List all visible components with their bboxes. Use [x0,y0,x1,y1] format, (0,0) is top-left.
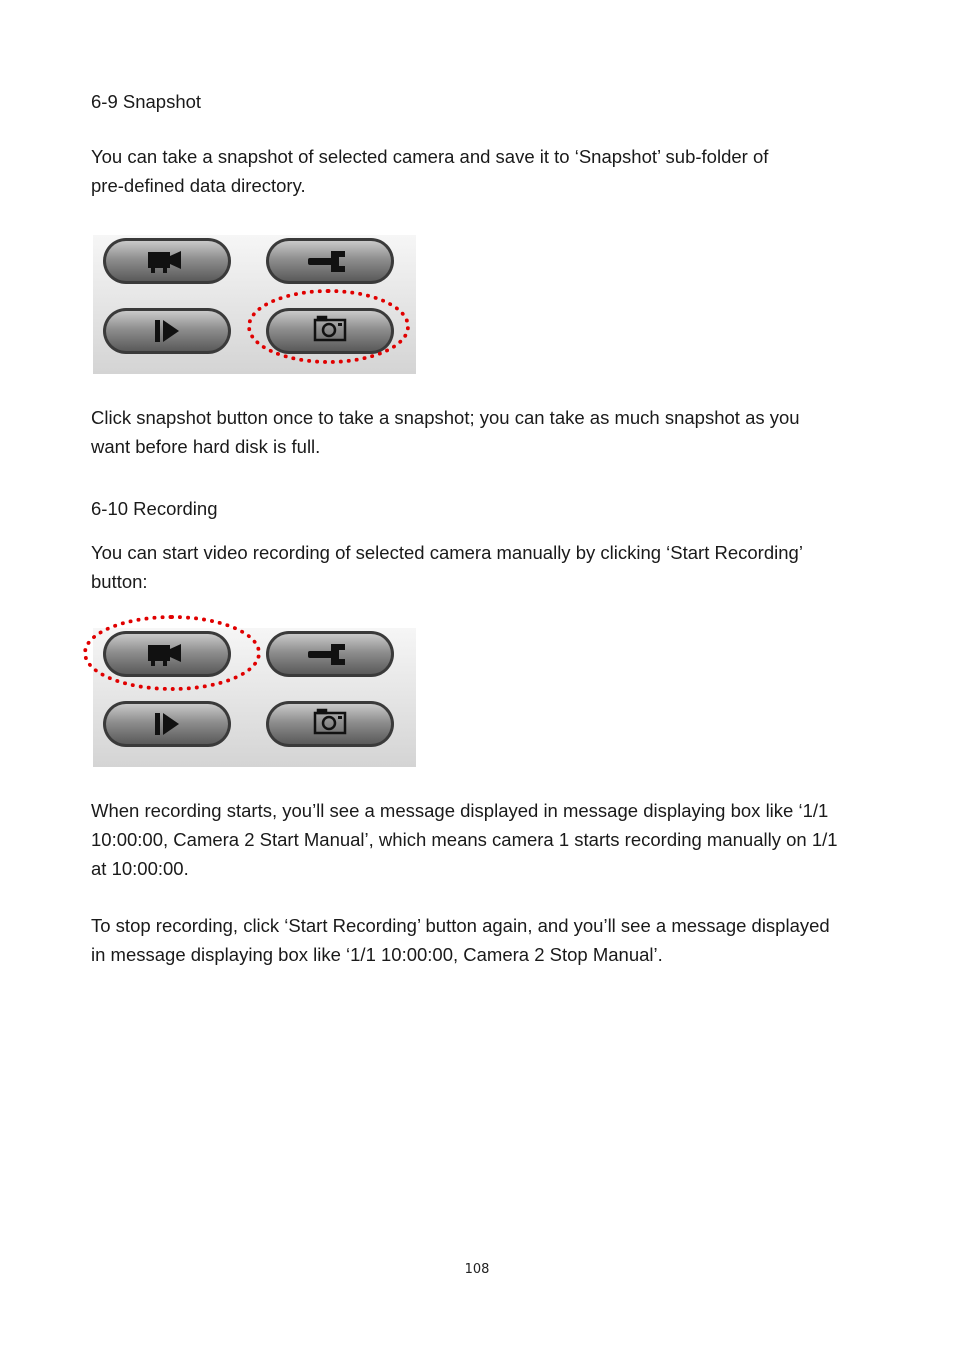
snapshot-intro-line-2: pre-defined data directory. [91,175,306,196]
snapshot-after-line-2: want before hard disk is full. [91,436,321,457]
recording-after-line-3: at 10:00:00. [91,858,189,879]
section-heading-snapshot: 6-9 Snapshot [91,91,202,112]
snapshot-button[interactable] [266,701,394,747]
recording-after-line-1: When recording starts, you’ll see a message displayed in message displaying box like ‘1/1 [91,800,829,821]
recording-after-line-2: 10:00:00, Camera 2 Start Manual’, which means camera 1 starts recording manually on 1/1 [91,829,838,850]
playback-button[interactable] [103,701,231,747]
recording-intro-line-1: You can start video recording of selected camera manually by clicking ‘Start Recording’ [91,542,803,563]
settings-button[interactable] [266,631,394,677]
snapshot-after-line-1: Click snapshot button once to take a snapshot; you can take as much snapshot as you [91,407,800,428]
record-button[interactable] [103,238,231,284]
record-highlight-ring [83,615,261,691]
recording-stop-line-2: in message displaying box like ‘1/1 10:00:00, Camera 2 Stop Manual’. [91,944,663,965]
playback-button[interactable] [103,308,231,354]
recording-stop-line-1: To stop recording, click ‘Start Recording’ button again, and you’ll see a message displayed [91,915,830,936]
page-number: 108 [464,1262,490,1277]
snapshot-highlight-ring [247,289,410,364]
snapshot-intro-line-1: You can take a snapshot of selected camera and save it to ‘Snapshot’ sub-folder of [91,146,769,167]
recording-intro-line-2: button: [91,571,148,592]
settings-button[interactable] [266,238,394,284]
section-heading-recording: 6-10 Recording [91,498,218,519]
